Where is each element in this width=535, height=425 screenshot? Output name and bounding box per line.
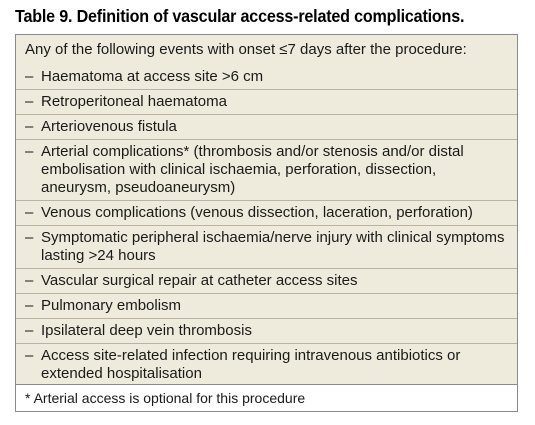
list-item-text: Haematoma at access site >6 cm — [41, 68, 264, 85]
list-item-text: Access site-related infection requiring intravenous antibiotics or extended hospitalisation — [41, 347, 461, 382]
list-item — [16, 293, 517, 318]
bullet-dash: – — [25, 322, 34, 339]
list-item-text: Retroperitoneal haematoma — [41, 93, 227, 110]
list-item — [16, 225, 517, 268]
bullet-dash: – — [25, 204, 34, 221]
bullet-dash: – — [25, 272, 34, 289]
bullet-dash: – — [25, 297, 34, 314]
list-item — [16, 114, 517, 139]
list-item — [16, 200, 517, 225]
bullet-dash: – — [25, 68, 34, 85]
list-item-text: Ipsilateral deep vein thrombosis — [41, 322, 252, 339]
table-title: Table 9. Definition of vascular access-related complications. — [15, 6, 465, 26]
list-item — [16, 65, 517, 89]
complications-list — [16, 65, 517, 386]
table-body — [16, 35, 517, 385]
list-item-text: Symptomatic peripheral ischaemia/nerve injury with clinical symptoms lasting >24 hours — [41, 229, 505, 264]
intro-text: Any of the following events with onset ≤7 days after the procedure: — [25, 41, 467, 58]
footnote-text: * Arterial access is optional for this procedure — [25, 390, 306, 406]
list-item-text: Vascular surgical repair at catheter access sites — [41, 272, 358, 289]
list-item — [16, 343, 517, 386]
footnote-row — [16, 385, 517, 411]
list-item-text: Arteriovenous fistula — [41, 118, 177, 135]
bullet-dash: – — [25, 143, 34, 160]
list-item — [16, 268, 517, 293]
list-item-text: Arterial complications* (thrombosis and/or stenosis and/or distal embolisation with clinical ischaemia, perforation, dissection, aneurysm, pseudoaneurysm) — [41, 143, 464, 196]
bullet-dash: – — [25, 93, 34, 110]
bullet-dash: – — [25, 229, 34, 246]
list-item — [16, 318, 517, 343]
list-item-text: Venous complications (venous dissection, laceration, perforation) — [41, 204, 473, 221]
bullet-dash: – — [25, 347, 34, 364]
bullet-dash: – — [25, 118, 34, 135]
list-item-text: Pulmonary embolism — [41, 297, 182, 314]
list-item — [16, 89, 517, 114]
list-item — [16, 139, 517, 200]
definition-table — [15, 34, 518, 412]
